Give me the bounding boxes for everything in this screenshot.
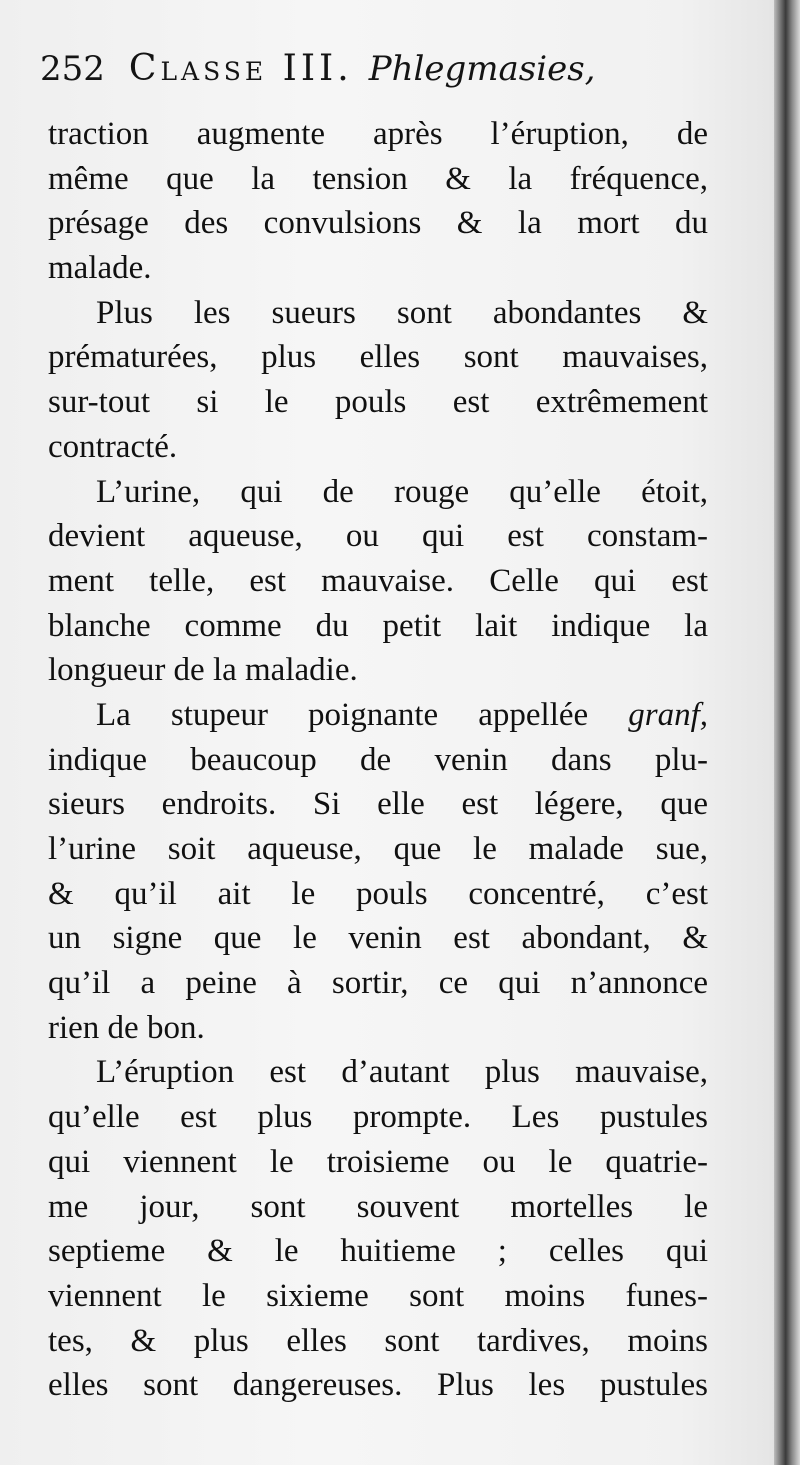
- running-head-section: Phlegmasies,: [368, 49, 596, 89]
- text-line: [48, 782, 708, 827]
- text-line-content: contracté.: [48, 428, 178, 465]
- italic-term: granf,: [588, 696, 708, 733]
- text-line-content: & qu’il ait le pouls concentré, c’est: [48, 875, 708, 912]
- text-line: [48, 1229, 708, 1274]
- text-line-content: sieurs endroits. Si elle est légere, que: [48, 786, 708, 823]
- page-number: 252: [40, 49, 105, 89]
- text-line-content: Plus les sueurs sont abondantes &: [96, 294, 708, 331]
- text-line: [48, 827, 708, 872]
- text-line-content: même que la tension & la fréquence,: [48, 160, 708, 197]
- text-line: [48, 1050, 708, 1095]
- text-line: [48, 1274, 708, 1319]
- text-line: [48, 291, 708, 336]
- text-line-content: elles sont dangereuses. Plus les pustules: [48, 1367, 708, 1404]
- text-line-content: traction augmente après l’éruption, de: [48, 116, 708, 152]
- text-line-content: L’urine, qui de rouge qu’elle étoit,: [96, 473, 708, 510]
- text-line: [48, 1319, 708, 1364]
- text-line: [48, 470, 708, 515]
- text-line: [48, 559, 708, 604]
- text-line-content: tes, & plus elles sont tardives, moins: [48, 1322, 708, 1359]
- text-line-content: un signe que le venin est abondant, &: [48, 920, 708, 957]
- running-header: [40, 48, 740, 102]
- text-line: [48, 916, 708, 961]
- text-line: [48, 1095, 708, 1140]
- text-line: [48, 157, 708, 202]
- text-line: [48, 112, 708, 157]
- text-line-content: rien de bon.: [48, 1009, 205, 1046]
- text-line: [48, 1140, 708, 1185]
- text-line-content: l’urine soit aqueuse, que le malade sue,: [48, 831, 708, 867]
- text-line: [48, 425, 708, 470]
- text-line-content: qu’elle est plus prompte. Les pustules: [48, 1099, 708, 1136]
- text-line-content: longueur de la maladie.: [48, 652, 358, 689]
- text-line-content: qu’il a peine à sortir, ce qui n’annonce: [48, 965, 708, 1002]
- text-line: [48, 872, 708, 917]
- text-line-content: septieme & le huitieme ; celles qui: [48, 1233, 708, 1270]
- text-line: [48, 380, 708, 425]
- text-line-content: prématurées, plus elles sont mauvaises,: [48, 339, 708, 376]
- text-line-content: devient aqueuse, ou qui est constam-: [48, 518, 708, 555]
- text-line: [48, 1006, 708, 1051]
- body-text: [48, 112, 708, 1408]
- text-line: [48, 335, 708, 380]
- text-line-content: malade.: [48, 250, 152, 287]
- text-line: [48, 1185, 708, 1230]
- text-line-content: sur-tout si le pouls est extrêmement: [48, 384, 708, 421]
- text-line-content: me jour, sont souvent mortelles le: [48, 1188, 708, 1225]
- text-line: [48, 604, 708, 649]
- text-line: [48, 201, 708, 246]
- book-gutter: [774, 0, 800, 1465]
- text-line-content: qui viennent le troisieme ou le quatrie-: [48, 1143, 708, 1180]
- running-head-title: Classe III.: [128, 48, 353, 89]
- text-line: [48, 1363, 708, 1408]
- text-line: [48, 246, 708, 291]
- text-line: [48, 648, 708, 693]
- text-line: [48, 693, 708, 738]
- text-line-content: L’éruption est d’autant plus mauvaise,: [96, 1054, 708, 1091]
- text-line-content: présage des convulsions & la mort du: [48, 205, 708, 242]
- text-line: [48, 514, 708, 559]
- text-line-content: indique beaucoup de venin dans plu-: [48, 741, 708, 778]
- text-line: [48, 738, 708, 783]
- text-line: [48, 961, 708, 1006]
- text-line-content: La stupeur poignante appellée: [96, 696, 589, 733]
- text-line-content: viennent le sixieme sont moins funes-: [48, 1277, 708, 1314]
- text-line-content: ment telle, est mauvaise. Celle qui est: [48, 562, 708, 599]
- text-line-content: blanche comme du petit lait indique la: [48, 607, 708, 644]
